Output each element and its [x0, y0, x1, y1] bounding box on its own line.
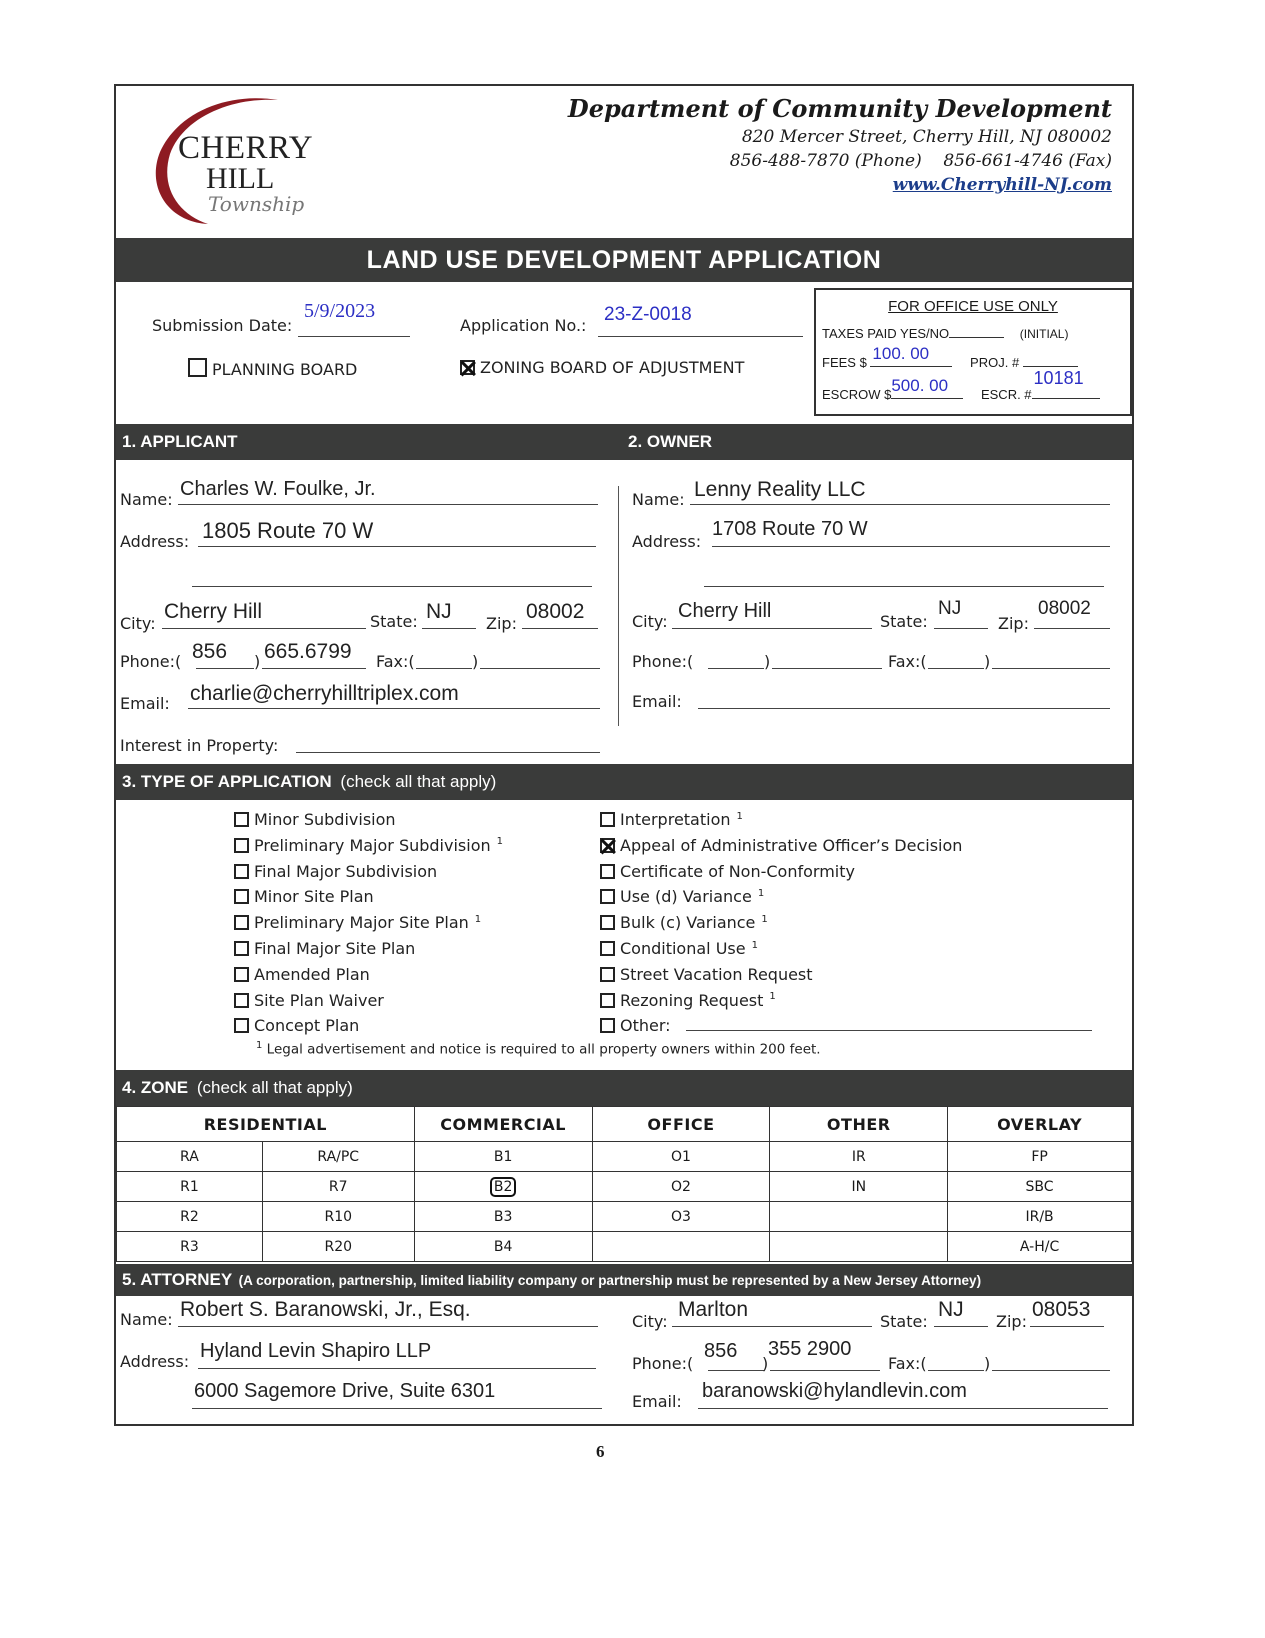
- owner-city-value: Cherry Hill: [678, 600, 772, 622]
- applicant-zip-label: Zip:: [486, 614, 517, 633]
- escrow-number-value: 10181: [1033, 368, 1084, 388]
- owner-address-line2-field[interactable]: [704, 586, 1104, 587]
- zone-note: (check all that apply): [196, 1078, 353, 1097]
- application-option-preliminary-major-subdivision[interactable]: [234, 836, 503, 855]
- application-option-concept-plan[interactable]: [234, 1016, 359, 1035]
- zone-cell-ir-b[interactable]: [948, 1202, 1132, 1232]
- planning-board-option[interactable]: [188, 358, 357, 379]
- interpretation-checkbox[interactable]: [600, 812, 615, 827]
- taxes-paid-label: TAXES PAID YES/NO: [822, 326, 950, 341]
- zone-cell-empty: [770, 1232, 948, 1262]
- appeal-of-administrative-officer-s-decision-label: Appeal of Administrative Officer’s Decision: [620, 835, 963, 855]
- owner-name-field[interactable]: [690, 504, 1110, 505]
- zone-cell-r7[interactable]: [262, 1172, 414, 1202]
- attorney-state-field[interactable]: [934, 1326, 988, 1327]
- submission-date-field[interactable]: [298, 336, 410, 337]
- zone-cell-b1[interactable]: [414, 1142, 592, 1172]
- rezoning-request-footnote-mark: 1: [769, 991, 776, 1003]
- owner-fax-label: Fax:(: [888, 652, 927, 671]
- submission-date-label: Submission Date:: [152, 316, 293, 335]
- street-vacation-request-label: Street Vacation Request: [620, 964, 813, 984]
- final-major-subdivision-label: Final Major Subdivision: [254, 861, 438, 881]
- application-option-other[interactable]: [600, 1016, 671, 1035]
- attorney-city-value: Marlton: [678, 1298, 749, 1321]
- application-option-use-d-variance[interactable]: [600, 887, 764, 906]
- zone-cell-empty: [770, 1202, 948, 1232]
- attorney-phone-number-field[interactable]: [770, 1370, 880, 1371]
- footnote-mark: 1: [256, 1040, 263, 1051]
- project-number-field[interactable]: [1023, 366, 1078, 367]
- owner-section-title: 2. OWNER: [628, 432, 713, 451]
- attorney-phone-area-value: 856: [704, 1340, 738, 1362]
- site-plan-waiver-checkbox[interactable]: [234, 993, 249, 1008]
- application-option-final-major-subdivision[interactable]: [234, 862, 437, 881]
- attorney-phone-label: Phone:(: [632, 1354, 694, 1373]
- zone-bar: [116, 1070, 1132, 1106]
- zoning-board-option[interactable]: [460, 358, 744, 377]
- escrow-field[interactable]: [891, 376, 963, 399]
- application-option-conditional-use[interactable]: [600, 939, 758, 958]
- applicant-fax-label: Fax:(: [376, 652, 415, 671]
- zone-code: R10: [324, 1208, 353, 1225]
- zone-cell-o2[interactable]: [592, 1172, 770, 1202]
- zone-header-overlay: OVERLAY: [948, 1107, 1132, 1142]
- application-form: [114, 84, 1134, 1426]
- attorney-phone-close-paren: ): [762, 1354, 769, 1373]
- applicant-address-label: Address:: [120, 532, 190, 551]
- owner-zip-value: 08002: [1038, 598, 1091, 619]
- owner-address-field[interactable]: [712, 546, 1110, 547]
- office-use-title: FOR OFFICE USE ONLY: [888, 298, 1058, 315]
- taxes-paid-row: [822, 326, 1068, 341]
- attorney-email-field[interactable]: [698, 1408, 1108, 1409]
- zone-row: [117, 1202, 1132, 1232]
- applicant-address-field[interactable]: [198, 546, 596, 547]
- applicant-phone-number-field[interactable]: [262, 668, 366, 669]
- attorney-name-value: Robert S. Baranowski, Jr., Esq.: [180, 1298, 471, 1321]
- attorney-address-line2-value: 6000 Sagemore Drive, Suite 6301: [194, 1380, 496, 1402]
- applicant-name-label: Name:: [120, 490, 173, 509]
- zone-cell-b3[interactable]: [414, 1202, 592, 1232]
- attorney-phone-number-value: 355 2900: [768, 1338, 852, 1360]
- escrow-row: [822, 368, 1100, 402]
- applicant-city-value: Cherry Hill: [164, 600, 263, 623]
- attorney-name-label: Name:: [120, 1310, 173, 1329]
- attorney-city-field[interactable]: [672, 1326, 872, 1327]
- preliminary-major-subdivision-checkbox[interactable]: [234, 838, 249, 853]
- zoning-board-label: ZONING BOARD OF ADJUSTMENT: [480, 358, 745, 377]
- attorney-email-label: Email:: [632, 1392, 682, 1411]
- owner-phone-number-field[interactable]: [772, 668, 882, 669]
- zone-code: SBC: [1025, 1178, 1054, 1195]
- amended-plan-checkbox[interactable]: [234, 967, 249, 982]
- attorney-phone-area-field[interactable]: [708, 1370, 764, 1371]
- amended-plan-label: Amended Plan: [254, 964, 370, 984]
- minor-site-plan-checkbox[interactable]: [234, 889, 249, 904]
- applicant-state-field[interactable]: [422, 628, 476, 629]
- zone-header-commercial: COMMERCIAL: [414, 1107, 592, 1142]
- certificate-of-non-conformity-checkbox[interactable]: [600, 864, 615, 879]
- office-use-box: [814, 288, 1132, 416]
- owner-fax-area-field[interactable]: [928, 668, 984, 669]
- certificate-of-non-conformity-label: Certificate of Non-Conformity: [620, 861, 855, 881]
- zone-cell-r2[interactable]: [117, 1202, 263, 1232]
- attorney-address-line2-field[interactable]: [192, 1408, 602, 1409]
- final-major-subdivision-checkbox[interactable]: [234, 864, 249, 879]
- final-major-site-plan-checkbox[interactable]: [234, 941, 249, 956]
- attorney-zip-field[interactable]: [1030, 1326, 1104, 1327]
- applicant-address-value: 1805 Route 70 W: [202, 518, 374, 543]
- preliminary-major-site-plan-checkbox[interactable]: [234, 915, 249, 930]
- zone-code: R2: [180, 1208, 199, 1225]
- attorney-email-value: baranowski@hylandlevin.com: [702, 1380, 967, 1402]
- zone-cell-r20[interactable]: [262, 1232, 414, 1262]
- zone-table: [116, 1106, 1132, 1262]
- attorney-zip-label: Zip:: [996, 1312, 1027, 1331]
- zone-header-row: [117, 1107, 1132, 1142]
- owner-zip-label: Zip:: [998, 614, 1029, 633]
- applicant-email-label: Email:: [120, 694, 170, 713]
- department-address: 820 Mercer Street, Cherry Hill, NJ 080002: [741, 127, 1112, 147]
- minor-subdivision-label: Minor Subdivision: [254, 810, 396, 829]
- logo-text-township: Township: [208, 192, 305, 216]
- zone-code: B3: [493, 1208, 513, 1225]
- owner-name-value: Lenny Reality LLC: [694, 478, 866, 501]
- department-info: [568, 94, 1112, 195]
- owner-address-label: Address:: [632, 532, 702, 551]
- application-option-minor-site-plan[interactable]: [234, 887, 374, 906]
- final-major-site-plan-label: Final Major Site Plan: [254, 939, 416, 958]
- owner-fax-number-field[interactable]: [992, 668, 1110, 669]
- zoning-board-checkbox[interactable]: [460, 360, 475, 375]
- initial-label: (INITIAL): [1019, 327, 1069, 341]
- attorney-fax-number-field[interactable]: [992, 1370, 1110, 1371]
- attorney-city-label: City:: [632, 1312, 668, 1331]
- attorney-state-label: State:: [880, 1312, 928, 1331]
- interpretation-label: Interpretation: [620, 810, 731, 829]
- escrow-value: 500. 00: [891, 376, 949, 395]
- zone-header-other: OTHER: [770, 1107, 948, 1142]
- zone-row: [117, 1172, 1132, 1202]
- zone-code: R1: [180, 1178, 199, 1195]
- zone-cell-fp[interactable]: [948, 1142, 1132, 1172]
- applicant-zip-value: 08002: [526, 600, 585, 623]
- page-number: 6: [596, 1442, 605, 1461]
- attorney-note: (A corporation, partnership, limited liability company or partnership must be represented by a New Jersey Attorney): [238, 1273, 982, 1288]
- zone-cell-ra-pc[interactable]: [262, 1142, 414, 1172]
- zone-cell-a-h-c[interactable]: [948, 1232, 1132, 1262]
- owner-city-label: City:: [632, 612, 668, 631]
- applicant-name-value: Charles W. Foulke, Jr.: [180, 478, 376, 500]
- attorney-title: 5. ATTORNEY: [122, 1270, 232, 1289]
- zone-code: B1: [493, 1148, 513, 1165]
- bulk-c-variance-checkbox[interactable]: [600, 915, 615, 930]
- applicant-fax-area-field[interactable]: [416, 668, 472, 669]
- application-option-bulk-c-variance[interactable]: [600, 913, 768, 932]
- zone-row: [117, 1232, 1132, 1262]
- applicant-phone-area-field[interactable]: [196, 668, 254, 669]
- owner-zip-field[interactable]: [1034, 628, 1110, 629]
- application-type-note: (check all that apply): [340, 772, 497, 791]
- preliminary-major-subdivision-footnote-mark: 1: [496, 836, 503, 848]
- other-application-field[interactable]: [686, 1030, 1092, 1031]
- applicant-email-value: charlie@cherryhilltriplex.com: [190, 682, 459, 705]
- applicant-state-value: NJ: [426, 600, 452, 623]
- concept-plan-checkbox[interactable]: [234, 1018, 249, 1033]
- zone-cell-o3[interactable]: [592, 1202, 770, 1232]
- escrow-number-label: ESCR. #: [980, 387, 1032, 402]
- applicant-phone-label: Phone:(: [120, 652, 182, 671]
- planning-board-label: PLANNING BOARD: [212, 360, 358, 379]
- fees-label: FEES $: [822, 355, 867, 370]
- owner-phone-area-field[interactable]: [708, 668, 764, 669]
- owner-fax-close-paren: ): [984, 652, 991, 671]
- applicant-fax-close-paren: ): [472, 652, 479, 671]
- zone-code: R3: [180, 1238, 199, 1255]
- applicant-address-line2-field[interactable]: [192, 586, 592, 587]
- applicant-state-label: State:: [370, 612, 418, 631]
- zone-cell-b4[interactable]: [414, 1232, 592, 1262]
- zone-code: B2: [490, 1177, 517, 1197]
- other-label: Other:: [620, 1016, 671, 1036]
- zone-code: O2: [670, 1178, 691, 1195]
- rezoning-request-label: Rezoning Request: [620, 990, 764, 1010]
- form-title: LAND USE DEVELOPMENT APPLICATION: [366, 246, 882, 274]
- site-plan-waiver-label: Site Plan Waiver: [254, 990, 384, 1010]
- taxes-paid-field[interactable]: [949, 337, 1004, 338]
- zone-cell-o1[interactable]: [592, 1142, 770, 1172]
- department-phone-fax: 856-488-7870 (Phone) 856-661-4746 (Fax): [729, 151, 1112, 171]
- owner-email-label: Email:: [632, 692, 682, 711]
- application-option-rezoning-request[interactable]: [600, 991, 776, 1010]
- attorney-fax-label: Fax:(: [888, 1354, 927, 1373]
- fees-value: 100. 00: [872, 344, 930, 363]
- owner-state-field[interactable]: [934, 628, 988, 629]
- zone-cell-r3[interactable]: [117, 1232, 263, 1262]
- application-type-bar: [116, 764, 1132, 800]
- escrow-number-field[interactable]: [1032, 368, 1100, 399]
- concept-plan-label: Concept Plan: [254, 1016, 360, 1036]
- attorney-fax-area-field[interactable]: [928, 1370, 984, 1371]
- escrow-label: ESCROW $: [822, 387, 892, 402]
- department-name: Department of Community Development: [567, 94, 1112, 123]
- application-number-label: Application No.:: [460, 316, 587, 335]
- use-d-variance-checkbox[interactable]: [600, 889, 615, 904]
- fees-field[interactable]: [870, 344, 952, 367]
- applicant-section-title: 1. APPLICANT: [122, 432, 238, 451]
- zone-code: A-H/C: [1019, 1238, 1060, 1255]
- other-checkbox[interactable]: [600, 1018, 615, 1033]
- attorney-zip-value: 08053: [1032, 1298, 1091, 1321]
- column-divider: [618, 486, 619, 726]
- attorney-address-label: Address:: [120, 1352, 190, 1371]
- zone-code: R20: [324, 1238, 353, 1255]
- conditional-use-label: Conditional Use: [620, 939, 746, 958]
- zone-code: O1: [670, 1148, 691, 1165]
- zone-code: IN: [851, 1178, 867, 1195]
- cherry-hill-logo: [138, 92, 338, 227]
- application-option-preliminary-major-site-plan[interactable]: [234, 913, 481, 932]
- applicant-city-label: City:: [120, 614, 156, 633]
- zone-cell-ir[interactable]: [770, 1142, 948, 1172]
- bulk-c-variance-label: Bulk (c) Variance: [620, 913, 756, 933]
- rezoning-request-checkbox[interactable]: [600, 993, 615, 1008]
- application-option-minor-subdivision[interactable]: [234, 810, 396, 829]
- zone-code: IR/B: [1025, 1208, 1054, 1225]
- application-option-interpretation[interactable]: [600, 810, 743, 829]
- interpretation-footnote-mark: 1: [736, 810, 743, 822]
- conditional-use-checkbox[interactable]: [600, 941, 615, 956]
- applicant-email-field[interactable]: [188, 708, 600, 709]
- applicant-phone-area-value: 856: [192, 640, 228, 663]
- zone-code: FP: [1031, 1148, 1048, 1165]
- zone-cell-r10[interactable]: [262, 1202, 414, 1232]
- application-option-appeal-of-administrative-officer-s-decision[interactable]: [600, 836, 962, 855]
- bulk-c-variance-footnote-mark: 1: [761, 913, 768, 925]
- zone-code: B4: [493, 1238, 513, 1255]
- owner-state-value: NJ: [938, 598, 962, 619]
- zone-code: RA/PC: [317, 1148, 360, 1165]
- logo-text-hill: HILL: [206, 162, 275, 195]
- application-option-amended-plan[interactable]: [234, 965, 370, 984]
- zone-code: R7: [328, 1178, 348, 1195]
- applicant-name-field[interactable]: [178, 504, 598, 505]
- zone-cell-r1[interactable]: [117, 1172, 263, 1202]
- preliminary-major-subdivision-label: Preliminary Major Subdivision: [254, 835, 491, 855]
- use-d-variance-footnote-mark: 1: [757, 888, 765, 900]
- footnote-text: Legal advertisement and notice is required to all property owners within 200 feet.: [266, 1041, 821, 1058]
- attorney-fax-close-paren: ): [984, 1354, 991, 1373]
- owner-name-label: Name:: [632, 490, 685, 509]
- applicant-fax-number-field[interactable]: [480, 668, 600, 669]
- zone-cell-ra[interactable]: [117, 1142, 263, 1172]
- zone-header-residential: RESIDENTIAL: [117, 1107, 415, 1142]
- attorney-state-value: NJ: [938, 1298, 964, 1321]
- applicant-phone-number-value: 665.6799: [264, 640, 352, 663]
- owner-state-label: State:: [880, 612, 928, 631]
- attorney-address-line1-value: Hyland Levin Shapiro LLP: [200, 1340, 432, 1362]
- minor-subdivision-checkbox[interactable]: [234, 812, 249, 827]
- applicant-zip-field[interactable]: [522, 628, 598, 629]
- applicant-phone-close-paren: ): [254, 652, 261, 671]
- conditional-use-footnote-mark: 1: [751, 939, 758, 951]
- planning-board-checkbox[interactable]: [188, 358, 207, 377]
- submission-date-value: 5/9/2023: [304, 300, 376, 322]
- zone-header-office: OFFICE: [592, 1107, 770, 1142]
- owner-email-field[interactable]: [698, 708, 1110, 709]
- interest-in-property-field[interactable]: [296, 752, 600, 753]
- zone-code: IR: [851, 1148, 866, 1165]
- application-option-certificate-of-non-conformity[interactable]: [600, 862, 855, 881]
- zone-cell-sbc[interactable]: [948, 1172, 1132, 1202]
- owner-phone-close-paren: ): [764, 652, 771, 671]
- owner-city-field[interactable]: [672, 628, 872, 629]
- owner-address-value: 1708 Route 70 W: [712, 518, 868, 540]
- footnote: [256, 1040, 821, 1058]
- zone-cell-empty: [592, 1232, 770, 1262]
- attorney-bar: [116, 1264, 1132, 1296]
- applicant-owner-bar: [116, 424, 1132, 460]
- zone-row: [117, 1142, 1132, 1172]
- application-number-value: 23-Z-0018: [604, 304, 692, 325]
- preliminary-major-site-plan-footnote-mark: 1: [474, 913, 482, 925]
- application-type-title: 3. TYPE OF APPLICATION: [122, 772, 332, 791]
- zone-cell-b2[interactable]: [414, 1172, 592, 1202]
- minor-site-plan-label: Minor Site Plan: [254, 887, 374, 907]
- zone-cell-in[interactable]: [770, 1172, 948, 1202]
- zone-title: 4. ZONE: [122, 1078, 189, 1097]
- appeal-of-administrative-officer-s-decision-checkbox[interactable]: [600, 838, 615, 853]
- owner-phone-label: Phone:(: [632, 652, 694, 671]
- use-d-variance-label: Use (d) Variance: [620, 887, 752, 907]
- form-title-bar: [116, 238, 1132, 282]
- attorney-name-field[interactable]: [178, 1326, 598, 1327]
- interest-in-property-label: Interest in Property:: [120, 736, 279, 755]
- application-option-final-major-site-plan[interactable]: [234, 939, 415, 958]
- department-website-link[interactable]: www.Cherryhill-NJ.com: [892, 175, 1112, 195]
- street-vacation-request-checkbox[interactable]: [600, 967, 615, 982]
- project-number-label: PROJ. #: [970, 355, 1020, 370]
- attorney-address-field[interactable]: [198, 1368, 596, 1369]
- application-option-street-vacation-request[interactable]: [600, 965, 813, 984]
- logo-text-cherry: CHERRY: [178, 130, 314, 166]
- application-number-field[interactable]: [598, 336, 803, 337]
- application-option-site-plan-waiver[interactable]: [234, 991, 384, 1010]
- zone-code: O3: [670, 1208, 691, 1225]
- applicant-city-field[interactable]: [162, 628, 366, 629]
- preliminary-major-site-plan-label: Preliminary Major Site Plan: [254, 913, 469, 933]
- zone-code: RA: [180, 1148, 199, 1165]
